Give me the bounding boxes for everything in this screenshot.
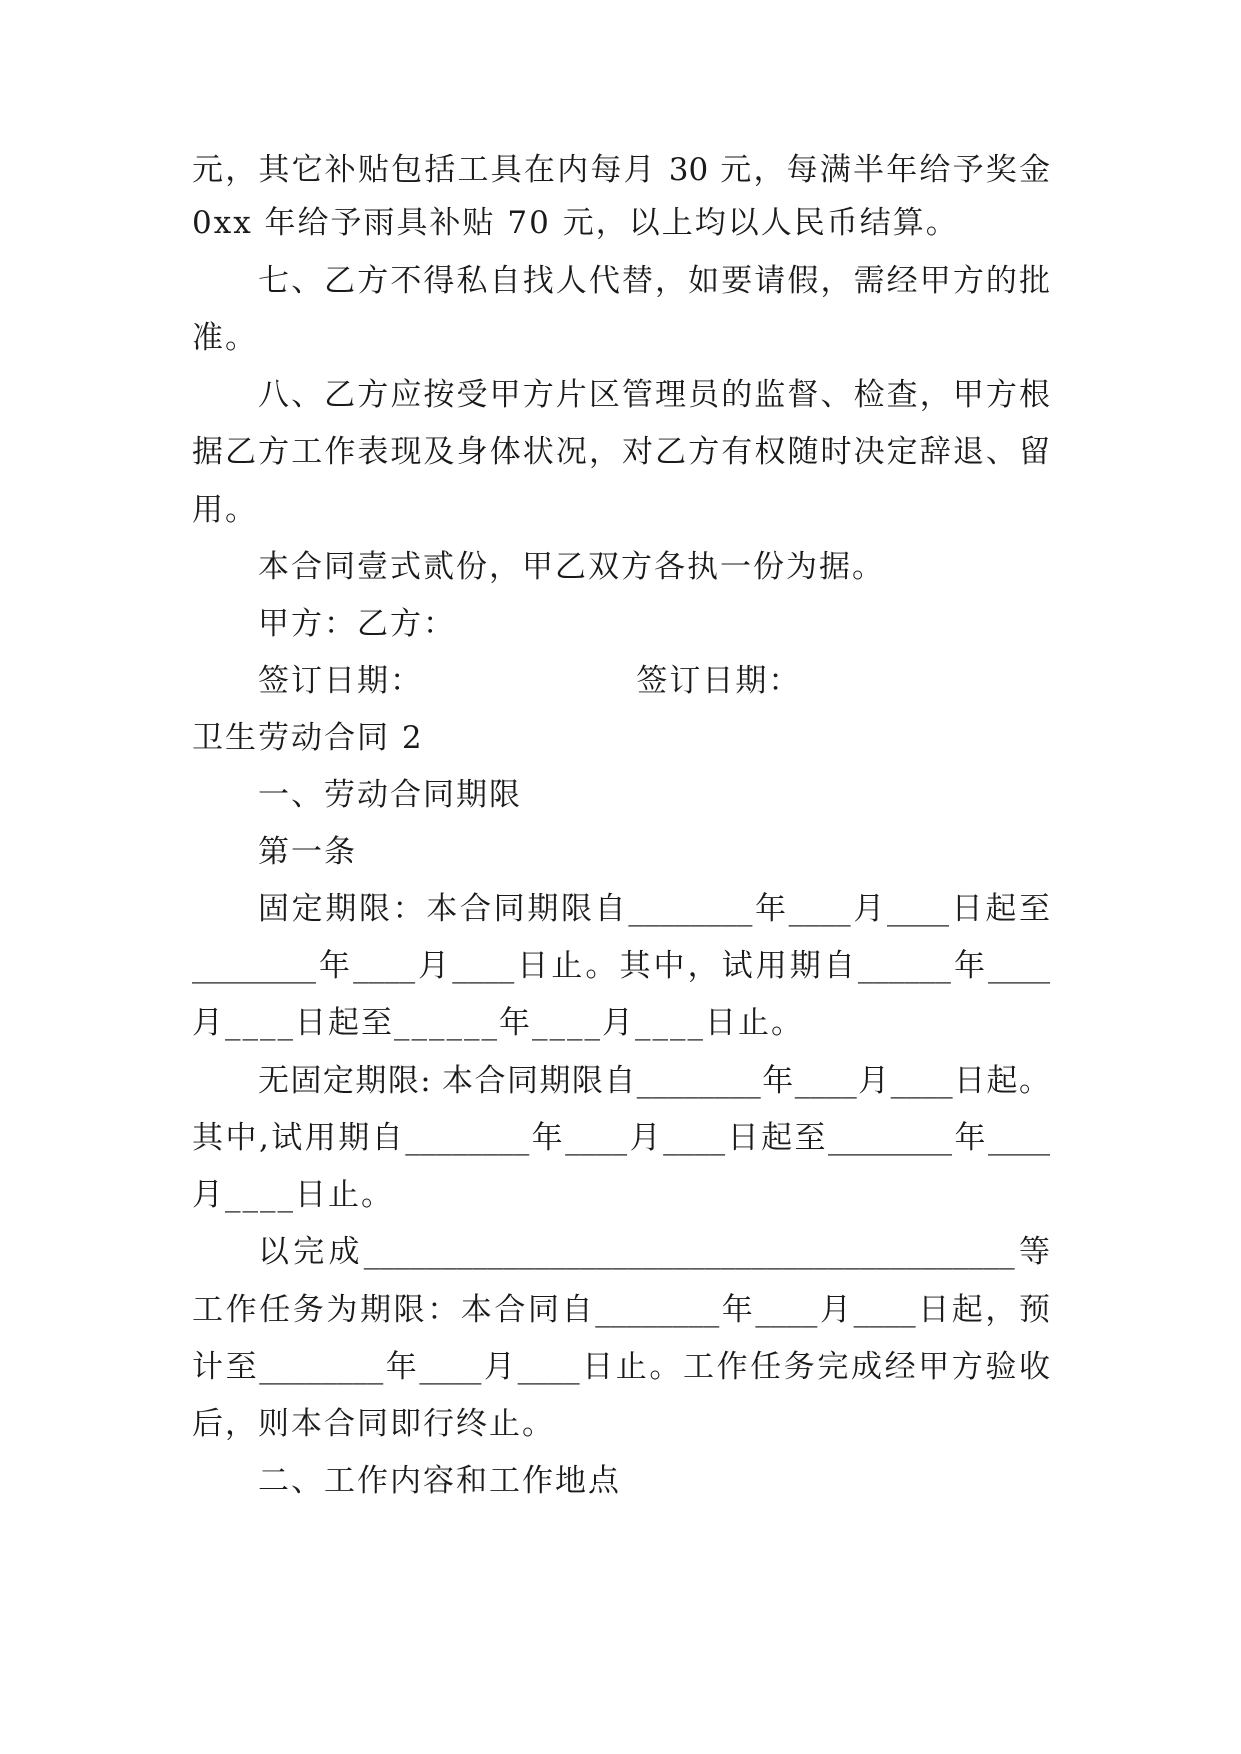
- paragraph-line: 本合同壹式贰份，甲乙双方各执一份为据。: [258, 549, 885, 585]
- article-heading: 第一条: [258, 834, 357, 870]
- paragraph-line: 0xx 年给予雨具补贴 70 元，以上均以人民币结算。: [192, 205, 959, 241]
- paragraph-line: ________年____月____日止。其中，试用期自______年____: [192, 948, 1050, 984]
- signature-parties: 甲方：乙方：: [258, 606, 456, 642]
- paragraph-line: 月____日止。: [192, 1177, 394, 1213]
- signing-date: 签订日期： 签订日期：: [258, 663, 802, 699]
- paragraph-line: 计至________年____月____日止。工作任务完成经甲方验收: [192, 1349, 1050, 1385]
- paragraph-line: 工作任务为期限：本合同自________年____月____日起，预: [192, 1292, 1050, 1328]
- paragraph-line: 元，其它补贴包括工具在内每月 30 元，每满半年给予奖金: [192, 152, 1050, 188]
- paragraph-line: 以完成__________________________________________等: [258, 1234, 1050, 1270]
- paragraph-line: 后，则本合同即行终止。: [192, 1406, 555, 1442]
- paragraph-line: 其中,试用期自________年____月____日起至________年____: [192, 1120, 1050, 1156]
- paragraph-line: 据乙方工作表现及身体状况，对乙方有权随时决定辞退、留: [192, 434, 1050, 470]
- section-title: 卫生劳动合同 2: [192, 720, 424, 756]
- paragraph-line: 七、乙方不得私自找人代替，如要请假，需经甲方的批: [258, 263, 1050, 299]
- section-heading: 二、工作内容和工作地点: [258, 1463, 621, 1499]
- paragraph-line: 月____日起至______年____月____日止。: [192, 1005, 804, 1041]
- section-heading: 一、劳动合同期限: [258, 777, 522, 813]
- paragraph-line: 固定期限：本合同期限自________年____月____日起至: [258, 891, 1050, 927]
- paragraph-line: 无固定期限: 本合同期限自________年____月____日起。: [258, 1063, 1050, 1099]
- paragraph-line: 八、乙方应按受甲方片区管理员的监督、检查，甲方根: [258, 377, 1050, 413]
- paragraph-line: 用。: [192, 492, 258, 528]
- paragraph-line: 准。: [192, 320, 258, 356]
